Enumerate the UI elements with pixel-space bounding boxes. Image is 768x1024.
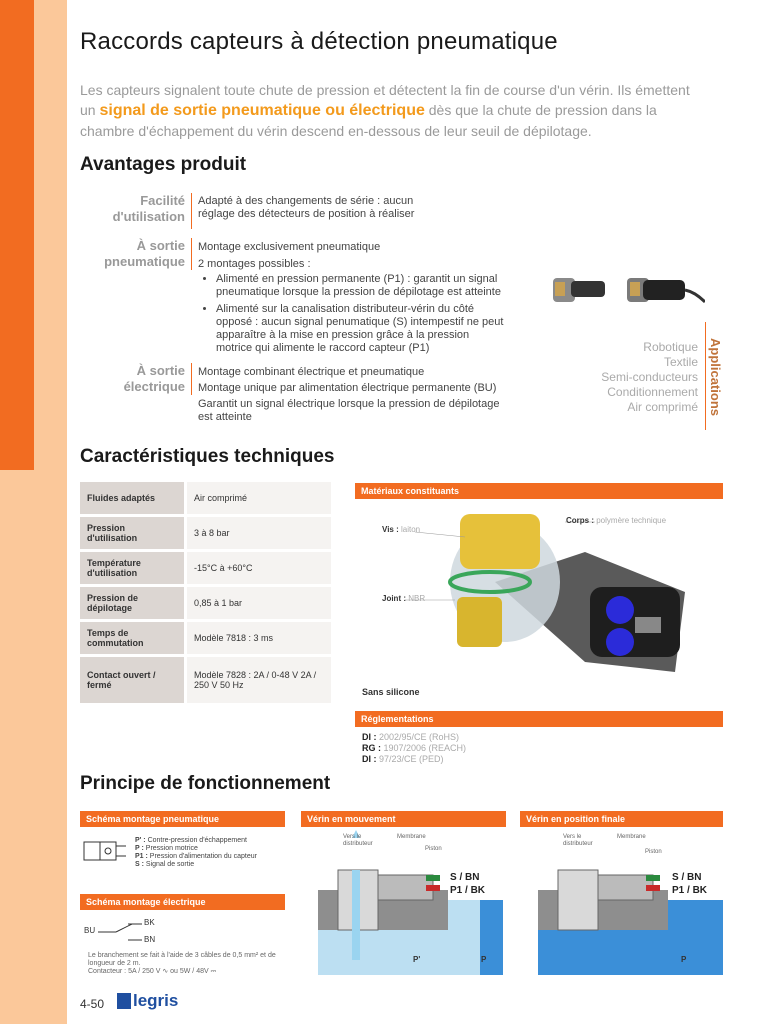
- principe-heading: Principe de fonctionnement: [80, 773, 331, 794]
- elec-note-2: Contacteur : 5A / 250 V ∿ ou 5W / 48V ⎓: [88, 968, 217, 975]
- verin-mouvement-piston: Piston: [425, 846, 442, 852]
- avantage-desc-facilite: [198, 195, 438, 221]
- avantage-desc-pneumatique: [198, 241, 508, 359]
- avantage-bullet: • Alimenté en pression permanente (P1) : garantit un signal pneumatique lorsque la pression de dépilotage est atteinte: [216, 273, 508, 299]
- side-peach-bar-lower: [0, 470, 34, 1024]
- materiau-joint: [382, 594, 425, 603]
- verin-mouvement-vers: Vers le distributeur: [343, 834, 373, 847]
- intro-text-1: Les capteurs signalent toute chute de pression et détectent la fin de course d'un vérin. Ils émettent un: [80, 82, 690, 118]
- spec-value: Modèle 7818 : 3 ms: [186, 621, 332, 656]
- verin-mouvement-p: P: [481, 955, 487, 964]
- verin-mouvement-membrane: Membrane: [397, 834, 426, 840]
- product-photo-pneumatic: [553, 278, 605, 302]
- intro-paragraph: [80, 80, 700, 141]
- avantage-line: 2 montages possibles :: [198, 258, 311, 270]
- spec-key: Température d'utilisation: [80, 551, 186, 586]
- elec-bn-label: BN: [144, 935, 156, 944]
- page-title: Raccords capteurs à détection pneumatique: [80, 28, 558, 55]
- verin-finale-membrane: Membrane: [617, 834, 646, 840]
- materiau-corps: [566, 516, 666, 525]
- legend-item: [135, 853, 257, 861]
- table-row: [80, 482, 331, 516]
- applications-title: Applications: [708, 338, 723, 417]
- avantage-desc-electrique: [198, 366, 508, 424]
- reglementation-code: DI :: [362, 732, 377, 742]
- spec-value: 0,85 à 1 bar: [186, 586, 332, 621]
- table-row: [80, 586, 331, 621]
- reglementation-ref: 97/23/CE (PED): [379, 754, 444, 764]
- materiau-corps-label: Corps :: [566, 516, 594, 525]
- elec-bk-label: BK: [144, 918, 155, 927]
- brand-name: legris: [133, 991, 179, 1010]
- pneumatic-symbol-icon: [80, 836, 130, 866]
- avantage-line: Garantit un signal électrique lorsque la pression de dépilotage est atteinte: [198, 398, 500, 423]
- table-row: [80, 621, 331, 656]
- avantage-bullet: • Alimenté sur la canalisation distributeur-vérin du côté opposé : aucun signal penumatique (S) intempestif ne peut apparaître à la mise en pression grâce à la pression motrice qui alimente le raccord capteur (P1): [216, 303, 508, 355]
- verin-mouvement-s: S / BN: [450, 872, 480, 883]
- spec-value: Modèle 7828 : 2A / 0-48 V 2A / 250 V 50 Hz: [186, 656, 332, 705]
- materiaux-note: Sans silicone: [362, 687, 420, 697]
- caracteristiques-heading: Caractéristiques techniques: [80, 446, 335, 467]
- legend-key: P1 :: [135, 853, 148, 860]
- legend-item: [135, 845, 257, 853]
- reglementation-ref: 2002/95/CE (RoHS): [379, 732, 460, 742]
- verin-finale-piston: Piston: [645, 849, 662, 855]
- product-photos: [545, 272, 705, 312]
- reglementation-ref: 1907/2006 (REACH): [383, 743, 467, 753]
- table-row: [80, 516, 331, 551]
- schema-pneumatique-header: Schéma montage pneumatique: [80, 811, 285, 827]
- side-orange-bar: [0, 0, 34, 470]
- verin-finale-p1: P1 / BK: [672, 885, 708, 896]
- materiaux-header: Matériaux constituants: [355, 483, 723, 499]
- legend-item: [135, 837, 257, 845]
- schema-electrique-header: Schéma montage électrique: [80, 894, 285, 910]
- schema-legend: [135, 837, 257, 869]
- spec-value: 3 à 8 bar: [186, 516, 332, 551]
- reglementation-code: RG :: [362, 743, 381, 753]
- legend-key: S :: [135, 861, 144, 868]
- elec-note: [88, 952, 288, 976]
- spec-key: Pression de dépilotage: [80, 586, 186, 621]
- materiau-corps-value: polymère technique: [596, 516, 667, 525]
- application-item: Textile: [663, 355, 698, 369]
- verin-finale-diagram: [538, 830, 723, 980]
- verin-mouvement-diagram: [318, 830, 503, 980]
- application-item: Conditionnement: [607, 385, 698, 399]
- legend-value: Pression d'alimentation du capteur: [149, 853, 257, 860]
- spec-key: Fluides adaptés: [80, 482, 186, 516]
- verin-finale-header: Vérin en position finale: [520, 811, 723, 827]
- avantages-heading: Avantages produit: [80, 154, 247, 175]
- applications-rule: [705, 322, 706, 430]
- table-row: [80, 551, 331, 586]
- legend-value: Signal de sortie: [145, 861, 195, 868]
- elec-note-1: Le branchement se fait à l'aide de 3 câbles de 0,5 mm² et de longueur de 2 m.: [88, 952, 276, 967]
- spec-key: Pression d'utilisation: [80, 516, 186, 551]
- materiau-vis-value: laiton: [400, 525, 421, 534]
- avantage-bullets: [198, 273, 508, 355]
- materiau-joint-value: NBR: [408, 594, 426, 603]
- avantage-label-pneumatique: À sortie pneumatique: [80, 238, 192, 270]
- applications-list: [590, 340, 698, 415]
- legend-value: Contre-pression d'échappement: [147, 837, 247, 844]
- legend-value: Pression motrice: [145, 845, 198, 852]
- avantage-line: Montage unique par alimentation électrique permanente (BU): [198, 382, 497, 394]
- spec-key: Contact ouvert / fermé: [80, 656, 186, 705]
- application-item: Semi-conducteurs: [601, 370, 698, 384]
- legend-item: [135, 861, 257, 869]
- materiau-joint-label: Joint :: [382, 594, 406, 603]
- reglementation-item: [362, 754, 466, 765]
- avantage-line: Montage exclusivement pneumatique: [198, 241, 381, 253]
- verin-mouvement-pprime: P': [413, 955, 421, 964]
- reglementations-header: Réglementations: [355, 711, 723, 727]
- verin-mouvement-p1: P1 / BK: [450, 885, 486, 896]
- elec-bu-label: BU: [84, 926, 96, 935]
- materiau-vis-label: Vis :: [382, 525, 399, 534]
- application-item: Air comprimé: [627, 400, 698, 414]
- reglementation-item: [362, 743, 466, 754]
- intro-highlight: signal de sortie pneumatique ou électrique: [99, 102, 425, 119]
- spec-value: Air comprimé: [186, 482, 332, 516]
- side-peach-bar: [34, 0, 67, 1024]
- legend-key: P :: [135, 845, 144, 852]
- brand-logo: [117, 991, 178, 1011]
- verin-finale-vers: Vers le distributeur: [563, 834, 593, 847]
- verin-finale-p: P: [681, 955, 687, 964]
- spec-table: [80, 482, 331, 706]
- table-row: [80, 656, 331, 705]
- materiau-vis: [382, 525, 420, 534]
- avantage-line: Montage combinant électrique et pneumatique: [198, 366, 425, 378]
- verin-mouvement-header: Vérin en mouvement: [301, 811, 506, 827]
- avantage-label-electrique: À sortie électrique: [80, 363, 192, 395]
- spec-value: -15°C à +60°C: [186, 551, 332, 586]
- product-photo-electric: [627, 278, 705, 302]
- reglementation-code: DI :: [362, 754, 377, 764]
- reglementations-list: [362, 732, 466, 765]
- application-item: Robotique: [643, 340, 698, 354]
- avantage-label-facilite: Facilité d'utilisation: [80, 193, 192, 229]
- legris-logo-icon: [117, 993, 131, 1009]
- page-number: 4-50: [80, 997, 105, 1011]
- verin-finale-s: S / BN: [672, 872, 702, 883]
- legend-key: P' :: [135, 837, 146, 844]
- avantage-line: Adapté à des changements de série : aucun réglage des détecteurs de position à réaliser: [198, 195, 415, 220]
- intro-text-2: dès que la chute de pression dans la chambre d'échappement du vérin descend en-dessous de leur seuil de dépilotage.: [80, 102, 657, 139]
- reglementation-item: [362, 732, 466, 743]
- spec-key: Temps de commutation: [80, 621, 186, 656]
